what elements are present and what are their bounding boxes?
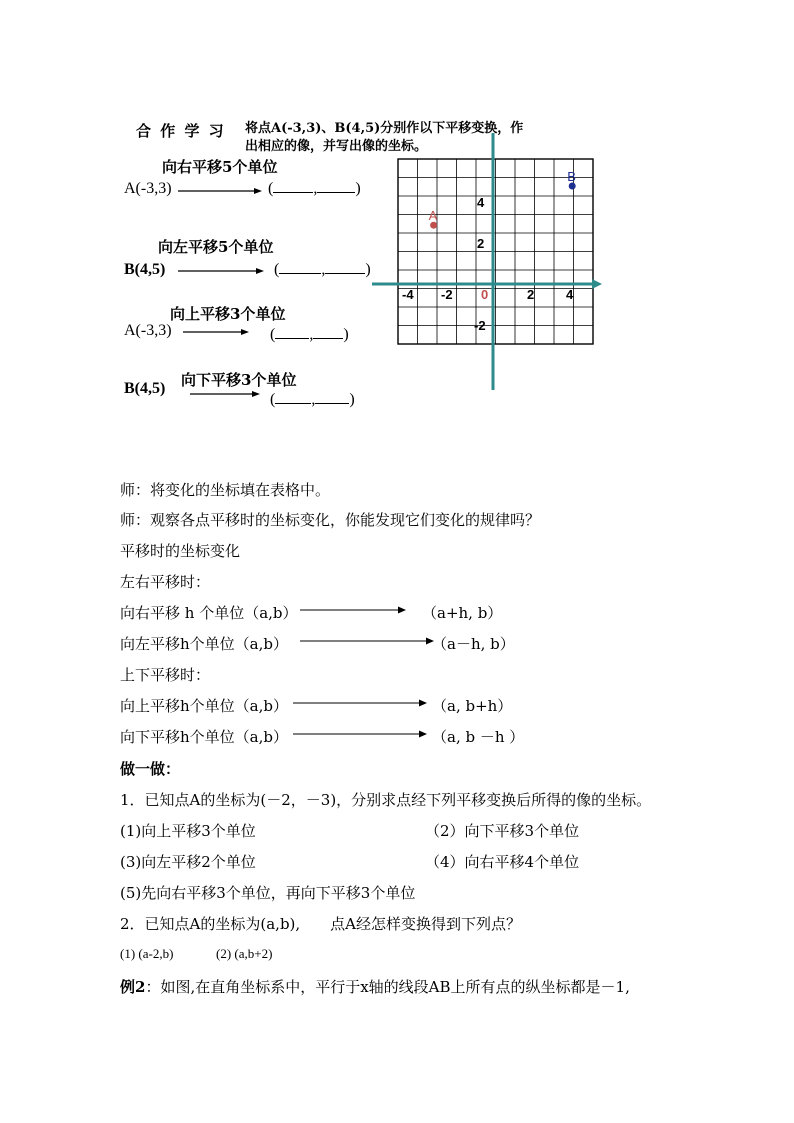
text-line-3: 平移时的坐标变化 [120,542,241,560]
rule-2-right: （a－h, b） [432,635,515,653]
item-1-label: 向右平移5个单位 [162,158,278,176]
item-4-answer: ( , ) [270,391,355,408]
item-4-point: B(4,5) [124,380,166,397]
rule-3-arrow [293,697,427,709]
item-3-point: A(-3,3) [124,322,172,339]
rule-4-left: 向下平移h个单位（a,b） [120,728,288,746]
item-4-label: 向下平移3个单位 [181,371,297,389]
question-1-a: (1)向上平移3个单位 [120,822,256,840]
x-tick-label: 2 [527,287,535,302]
item-2-label: 向左平移5个单位 [158,238,274,256]
x-axis-arrow [592,279,602,289]
question-1-b: （2）向下平移3个单位 [425,822,580,840]
exercise-intro-line1: 将点A(-3,3)、B(4,5)分别作以下平移变换，作 [245,121,524,136]
rule-2-left: 向左平移h个单位（a,b） [120,635,288,653]
rule-1-left: 向右平移 h 个单位（a,b） [120,604,298,622]
y-tick-label: 2 [477,236,485,251]
x-tick-label: -2 [441,287,453,302]
item-3-label: 向上平移3个单位 [170,305,286,323]
example-2-text: ：如图,在直角坐标系中，平行于x轴的线段AB上所有点的纵坐标都是－1, [145,978,630,996]
point-a-label: A [428,208,438,224]
rule-2-arrow [300,635,434,647]
item-2-point: B(4,5) [124,261,166,278]
item-4-arrow [190,389,260,399]
coordinate-grid [360,125,610,395]
question-1: 1．已知点A的坐标为(－2，－3)，分别求点经下列平移变换后所得的像的坐标。 [120,791,652,809]
exercise-intro-line2: 出相应的像，并写出像的坐标。 [245,139,428,154]
item-1-arrow [178,186,262,196]
text-line-1: 师：将变化的坐标填在表格中。 [120,481,331,499]
question-2-b: (2) (a,b+2) [216,946,273,961]
question-2-a: (1) (a-2,b) [120,946,174,961]
text-line-2: 师：观察各点平移时的坐标变化，你能发现它们变化的规律吗？ [120,511,541,529]
x-tick-label: -4 [402,287,414,302]
item-2-arrow [178,266,264,276]
origin-label: 0 [481,287,489,302]
rule-1-right: （a+h, b） [422,604,503,622]
point-b-label: B [567,169,576,184]
rule-3-right: （a, b+h） [432,697,513,715]
y-tick-label: -2 [474,318,486,333]
rule-4-arrow [293,728,427,740]
item-1-point: A(-3,3) [124,180,172,197]
y-tick-label: 4 [477,195,485,210]
x-tick-label: 4 [566,287,574,302]
grid-lines [398,159,593,344]
rule-4-right: （a, b －h ） [432,728,525,746]
item-3-answer: ( , ) [270,326,349,343]
item-3-arrow [183,327,249,337]
item-1-answer: ( , ) [268,180,361,197]
exercise-heading: 合 作 学 习 [136,122,226,140]
question-2: 2．已知点A的坐标为(a,b), 点A经怎样变换得到下列点？ [120,915,521,933]
question-1-d: （4）向右平移4个单位 [425,853,580,871]
rule-1-arrow [300,604,406,616]
rule-3-left: 向上平移h个单位（a,b） [120,697,288,715]
text-line-5: 上下平移时： [120,666,211,684]
zuoyizuo-heading: 做一做： [120,760,181,778]
item-2-answer: ( , ) [274,261,371,278]
text-line-4: 左右平移时： [120,573,211,591]
example-2 [120,976,630,997]
question-1-c: (3)向左平移2个单位 [120,853,256,871]
example-2-label: 例2 [120,978,146,996]
question-1-e: (5)先向右平移3个单位，再向下平移3个单位 [120,884,416,902]
